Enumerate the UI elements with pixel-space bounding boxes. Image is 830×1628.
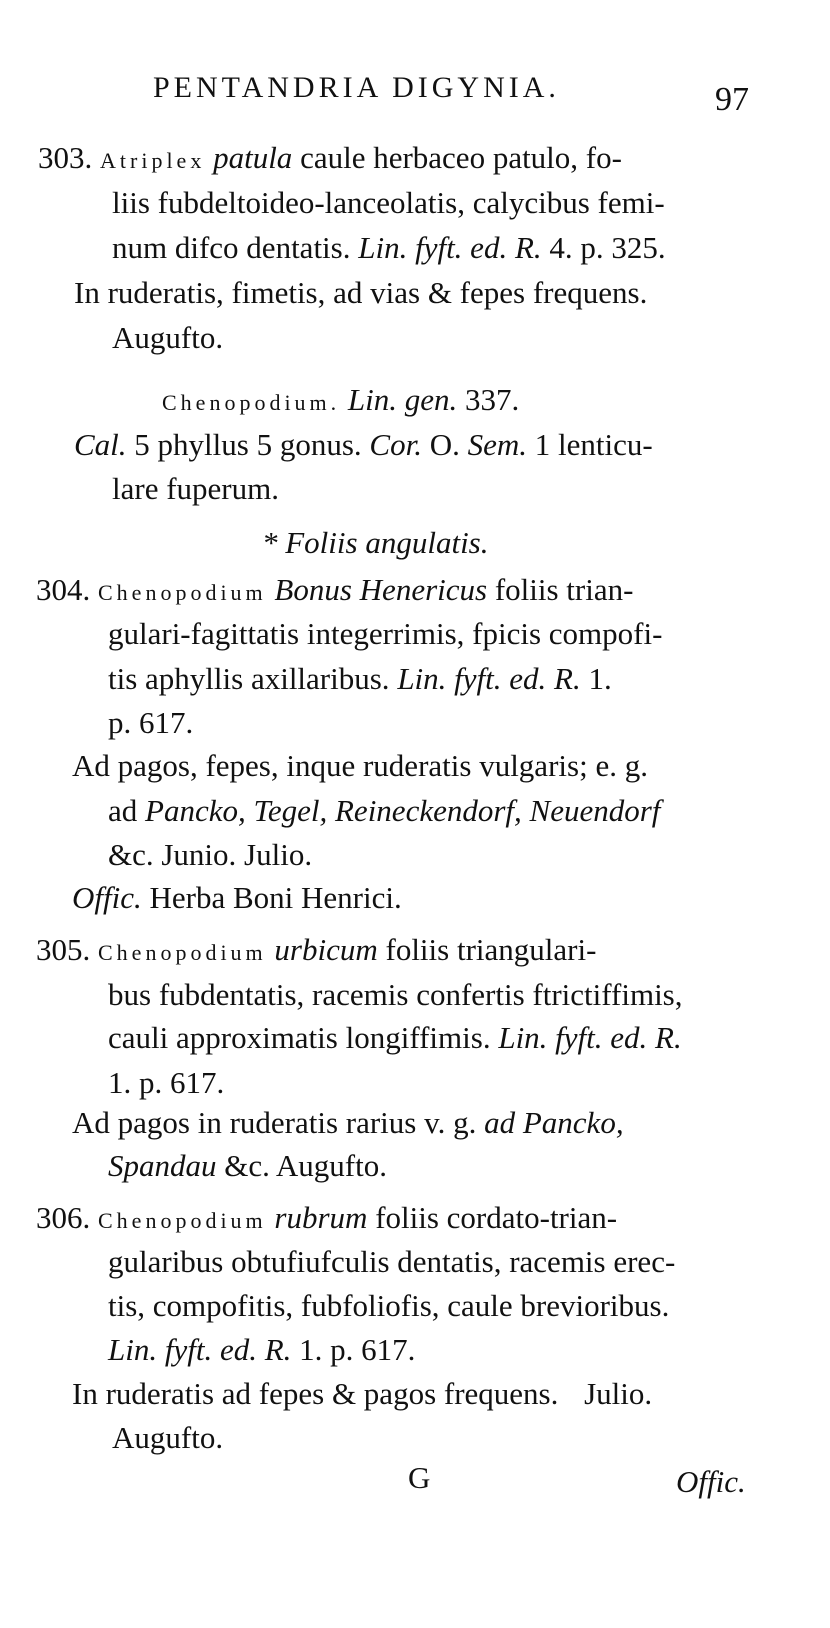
offic-text: Herba Boni Henrici. [149, 880, 402, 915]
genus-name: Atriplex [100, 148, 206, 173]
genus-title: Chenopodium. [162, 390, 341, 415]
genus-characters-line-2: lare fuperum. [112, 471, 279, 506]
entry-306-line-1 [36, 1198, 617, 1241]
entry-number: 306. [36, 1200, 91, 1235]
entry-306-line-4 [108, 1330, 415, 1370]
entry-304-habitat-2 [108, 791, 660, 831]
genus-number: 337. [465, 382, 520, 417]
habitat-text: Ad pagos, fepes, inque ruderatis vulgaris; [72, 748, 588, 783]
signature-mark: G [408, 1460, 431, 1495]
entry-304-line-3 [108, 659, 612, 699]
description-text: caule herbaceo patulo, fo- [300, 140, 622, 175]
entry-305-line-2: bus fubdentatis, racemis confertis ftrictiffimis, [108, 977, 683, 1012]
entry-303-line-1 [38, 138, 622, 181]
entry-306-line-2: gularibus obtufiufculis dentatis, racemis erec- [108, 1244, 676, 1279]
place-names: ad Pancko, [484, 1105, 624, 1140]
entry-305-line-4: 1. p. 617. [108, 1065, 225, 1100]
citation: Lin. fyft. ed. R. [108, 1332, 292, 1367]
citation-page: 1. p. 617. [299, 1332, 416, 1367]
page-number: 97 [715, 81, 749, 118]
entry-303-flowering: Augufto. [112, 320, 224, 355]
entry-306-line-3: tis, compofitis, fubfoliofis, caule brevioribus. [108, 1288, 670, 1323]
habitat-text: ad [108, 793, 138, 828]
entry-303-habitat: In ruderatis, fimetis, ad vias & fepes frequens. [74, 275, 648, 310]
habitat-text: Ad pagos in ruderatis rarius v. g. [72, 1105, 477, 1140]
description-text: num difco dentatis. [112, 230, 351, 265]
entry-304-flowering: &c. Junio. Julio. [108, 837, 313, 872]
species-name: Bonus Henericus [274, 572, 488, 607]
description-text: cauli approximatis longiffimis. [108, 1020, 491, 1055]
entry-number: 305. [36, 932, 91, 967]
description-text: foliis cordato-trian- [375, 1200, 618, 1235]
entry-number: 303. [38, 140, 93, 175]
genus-reference: Lin. gen. [347, 382, 458, 417]
place-names: Pancko, Tegel, Reineckendorf, Neuendorf [145, 793, 661, 828]
citation: Lin. fyft. ed. R. [397, 661, 581, 696]
habitat-text: In ruderatis ad fepes & pagos frequens. [72, 1376, 559, 1411]
entry-304-line-4: p. 617. [108, 705, 194, 740]
description-text: foliis triangulari- [385, 932, 597, 967]
corolla-text: O. [429, 427, 460, 462]
genus-name: Chenopodium [98, 1208, 267, 1233]
citation: Lin. fyft. ed. R. [498, 1020, 682, 1055]
offic-label: Offic. [72, 880, 142, 915]
entry-303-line-2: liis fubdeltoideo-lanceolatis, calycibus femi- [112, 185, 665, 220]
species-name: urbicum [274, 932, 378, 967]
running-head: PENTANDRIA DIGYNIA. [153, 71, 560, 104]
entry-304-line-2: gulari-fagittatis integerrimis, fpicis compofi- [108, 616, 663, 651]
calyx-label: Cal. [74, 427, 127, 462]
entry-304-habitat-1 [72, 746, 648, 786]
citation-page: 4. p. 325. [549, 230, 666, 265]
species-name: patula [213, 140, 293, 175]
flowering-text: Julio. [584, 1376, 653, 1411]
entry-304-line-1 [36, 570, 633, 613]
entry-305-line-1 [36, 930, 596, 973]
corolla-label: Cor. [369, 427, 422, 462]
entry-number: 304. [36, 572, 91, 607]
entry-305-habitat-1 [72, 1103, 624, 1143]
citation: Lin. fyft. ed. R. [358, 230, 542, 265]
calyx-text: 5 phyllus 5 gonus. [134, 427, 362, 462]
seed-label: Sem. [467, 427, 528, 462]
genus-name: Chenopodium [98, 580, 267, 605]
genus-name: Chenopodium [98, 940, 267, 965]
entry-306-flowering: Augufto. [112, 1420, 224, 1455]
citation-page: 1. [588, 661, 612, 696]
entry-305-habitat-2 [108, 1146, 387, 1186]
genus-characters-line-1 [74, 425, 653, 465]
seed-text: 1 lenticu- [534, 427, 653, 462]
species-name: rubrum [274, 1200, 368, 1235]
place-names: Spandau [108, 1148, 217, 1183]
flowering-text: &c. Augufto. [224, 1148, 387, 1183]
entry-304-offic [72, 878, 402, 918]
entry-305-line-3 [108, 1018, 682, 1058]
catchword: Offic. [676, 1464, 746, 1499]
section-heading: * Foliis angulatis. [262, 525, 489, 560]
description-text: tis aphyllis axillaribus. [108, 661, 390, 696]
description-text: foliis trian- [494, 572, 634, 607]
entry-306-habitat [72, 1374, 652, 1414]
entry-303-line-3 [112, 228, 666, 268]
example-abbrev: e. g. [595, 748, 648, 783]
genus-heading [162, 380, 519, 423]
